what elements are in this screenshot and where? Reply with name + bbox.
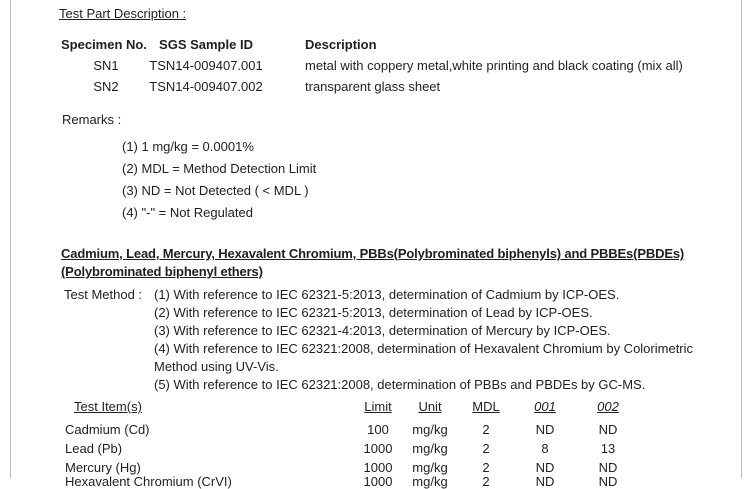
specimen-row-no: SN1 <box>93 58 119 73</box>
result-item-name: Lead (Pb) <box>65 441 123 456</box>
results-col-header-sample-002: 002 <box>597 399 619 414</box>
result-item-name: Cadmium (Cd) <box>65 422 150 437</box>
remarks-label: Remarks : <box>62 112 122 127</box>
specimen-row-no: SN2 <box>93 79 119 94</box>
test-method-line: (2) With reference to IEC 62321-5:2013, determination of Lead by ICP-OES. <box>154 305 593 320</box>
result-value-001: 8 <box>541 441 549 456</box>
test-method-label: Test Method : <box>64 287 143 302</box>
section-heading-line1: Cadmium, Lead, Mercury, Hexavalent Chromium, PBBs(Polybrominated biphenyls) and PBBEs(PBDEs) <box>61 246 685 261</box>
result-limit: 100 <box>367 422 389 437</box>
page-left-edge-line <box>10 0 11 478</box>
remark-line: (2) MDL = Method Detection Limit <box>122 161 317 176</box>
result-value-002-partial: ND <box>598 474 618 489</box>
result-unit-partial: mg/kg <box>412 474 448 489</box>
test-method-line: (1) With reference to IEC 62321-5:2013, determination of Cadmium by ICP-OES. <box>154 287 620 302</box>
test-method-line: Method using UV-Vis. <box>154 359 279 374</box>
results-col-header-item: Test Item(s) <box>74 399 142 414</box>
result-limit: 1000 <box>363 460 393 475</box>
results-col-header-unit: Unit <box>418 399 442 414</box>
result-item-name: Mercury (Hg) <box>65 460 141 475</box>
remark-line: (1) 1 mg/kg = 0.0001% <box>122 139 254 154</box>
results-col-header-sample-001: 001 <box>534 399 556 414</box>
section-heading-line2: (Polybrominated biphenyl ethers) <box>61 264 263 279</box>
result-mdl: 2 <box>482 422 490 437</box>
specimen-row-sample-id: TSN14-009407.001 <box>149 58 263 73</box>
remark-line: (4) "-" = Not Regulated <box>122 205 253 220</box>
specimen-row-sample-id: TSN14-009407.002 <box>149 79 263 94</box>
section-title-test-part-description: Test Part Description : <box>59 6 187 21</box>
test-method-line: (4) With reference to IEC 62321:2008, determination of Hexavalent Chromium by Colorimetric <box>154 341 694 356</box>
remark-line: (3) ND = Not Detected ( < MDL ) <box>122 183 309 198</box>
result-value-001: ND <box>535 460 555 475</box>
test-method-line: (5) With reference to IEC 62321:2008, determination of PBBs and PBDEs by GC-MS. <box>154 377 646 392</box>
result-item-name-partial: Hexavalent Chromium (CrVI) <box>65 474 232 489</box>
specimen-row-description: transparent glass sheet <box>305 79 441 94</box>
result-mdl-partial: 2 <box>482 474 490 489</box>
specimen-col-header-no: Specimen No. <box>61 37 147 52</box>
result-unit: mg/kg <box>412 441 448 456</box>
result-value-002: ND <box>598 422 618 437</box>
result-value-002: 13 <box>600 441 616 456</box>
result-limit: 1000 <box>363 441 393 456</box>
result-value-002: ND <box>598 460 618 475</box>
specimen-col-header-description: Description <box>305 37 377 52</box>
result-unit: mg/kg <box>412 422 448 437</box>
results-col-header-limit: Limit <box>364 399 392 414</box>
result-value-001: ND <box>535 422 555 437</box>
specimen-row-description: metal with coppery metal,white printing and black coating (mix all) <box>305 58 683 73</box>
specimen-col-header-sample-id: SGS Sample ID <box>159 37 253 52</box>
result-mdl: 2 <box>482 441 490 456</box>
result-unit: mg/kg <box>412 460 448 475</box>
results-col-header-mdl: MDL <box>472 399 500 414</box>
test-method-line: (3) With reference to IEC 62321-4:2013, determination of Mercury by ICP-OES. <box>154 323 611 338</box>
result-mdl: 2 <box>482 460 490 475</box>
result-value-001-partial: ND <box>535 474 555 489</box>
page-right-edge-line <box>741 0 742 478</box>
result-limit-partial: 1000 <box>363 474 393 489</box>
